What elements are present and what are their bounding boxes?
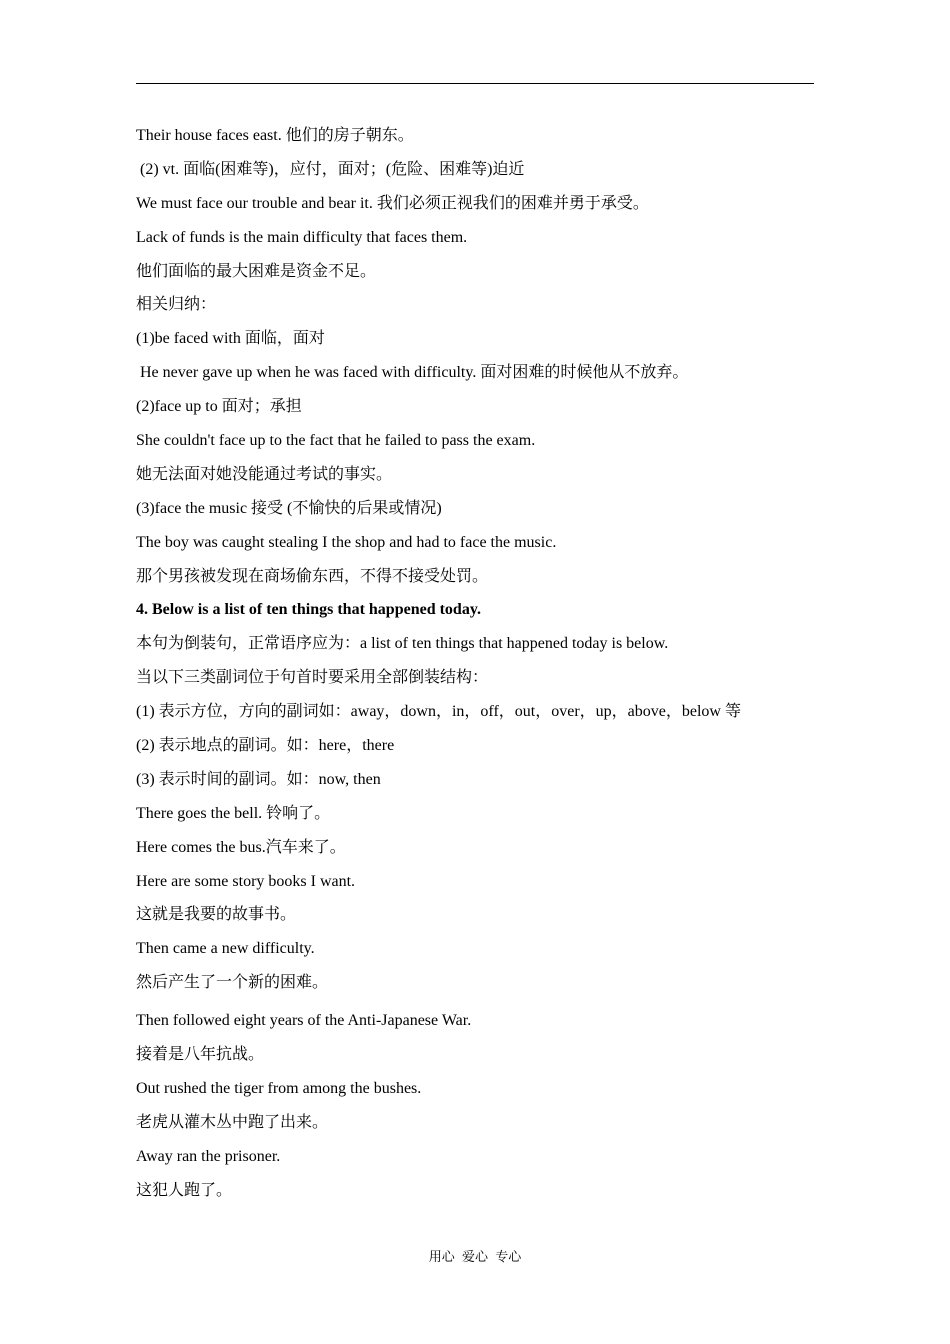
page-footer: 用心 爱心 专心	[428, 1249, 522, 1264]
text-line: 那个男孩被发现在商场偷东西，不得不接受处罚。	[136, 567, 489, 585]
text-line: She couldn't face up to the fact that he failed to pass the exam.	[136, 432, 536, 450]
section-heading: 4. Below is a list of ten things that happened today.	[136, 601, 481, 619]
text-line: Then came a new difficulty.	[136, 940, 315, 958]
text-line: (2)face up to 面对；承担	[136, 398, 302, 416]
text-line: (2) vt. 面临(困难等)，应付，面对；(危险、困难等)迫近	[136, 160, 525, 178]
text-line: (3)face the music 接受 (不愉快的后果或情况)	[136, 499, 442, 517]
text-line: 当以下三类副词位于句首时要采用全部倒装结构：	[136, 669, 489, 687]
text-line: We must face our trouble and bear it. 我们必须正视我们的困难并勇于承受。	[136, 194, 649, 212]
text-line: (3) 表示时间的副词。如：now, then	[136, 770, 381, 788]
text-line: 本句为倒装句，正常语序应为：a list of ten things that happened today is below.	[136, 635, 669, 653]
text-line: 她无法面对她没能通过考试的事实。	[136, 465, 393, 483]
text-line: (1)be faced with 面临，面对	[136, 330, 325, 348]
text-line: Away ran the prisoner.	[136, 1147, 281, 1165]
document-body	[136, 124, 826, 1213]
text-line: 接着是八年抗战。	[136, 1046, 265, 1064]
text-line: The boy was caught stealing I the shop and had to face the music.	[136, 533, 557, 551]
text-line: There goes the bell. 铃响了。	[136, 804, 331, 822]
text-line: He never gave up when he was faced with difficulty. 面对困难的时候他从不放弃。	[136, 364, 689, 382]
section-label: 相关归纳：	[136, 296, 217, 314]
header-rule	[136, 83, 814, 84]
text-line: 然后产生了一个新的困难。	[136, 974, 329, 992]
text-line: Here comes the bus.汽车来了。	[136, 838, 346, 856]
text-line: (2) 表示地点的副词。如：here，there	[136, 737, 395, 755]
text-line: Lack of funds is the main difficulty that faces them.	[136, 228, 468, 246]
text-line: 这就是我要的故事书。	[136, 906, 297, 924]
text-line: 这犯人跑了。	[136, 1181, 233, 1199]
text-line: Then followed eight years of the Anti-Japanese War.	[136, 1012, 472, 1030]
text-line: Here are some story books I want.	[136, 872, 356, 890]
text-line: 他们面临的最大困难是资金不足。	[136, 262, 377, 280]
text-line: Out rushed the tiger from among the bushes.	[136, 1079, 422, 1097]
text-line: Their house faces east. 他们的房子朝东。	[136, 127, 414, 144]
text-line: 老虎从灌木丛中跑了出来。	[136, 1113, 329, 1131]
text-line: (1) 表示方位，方向的副词如：away，down，in，off，out，over，up，above，below 等	[136, 703, 741, 721]
